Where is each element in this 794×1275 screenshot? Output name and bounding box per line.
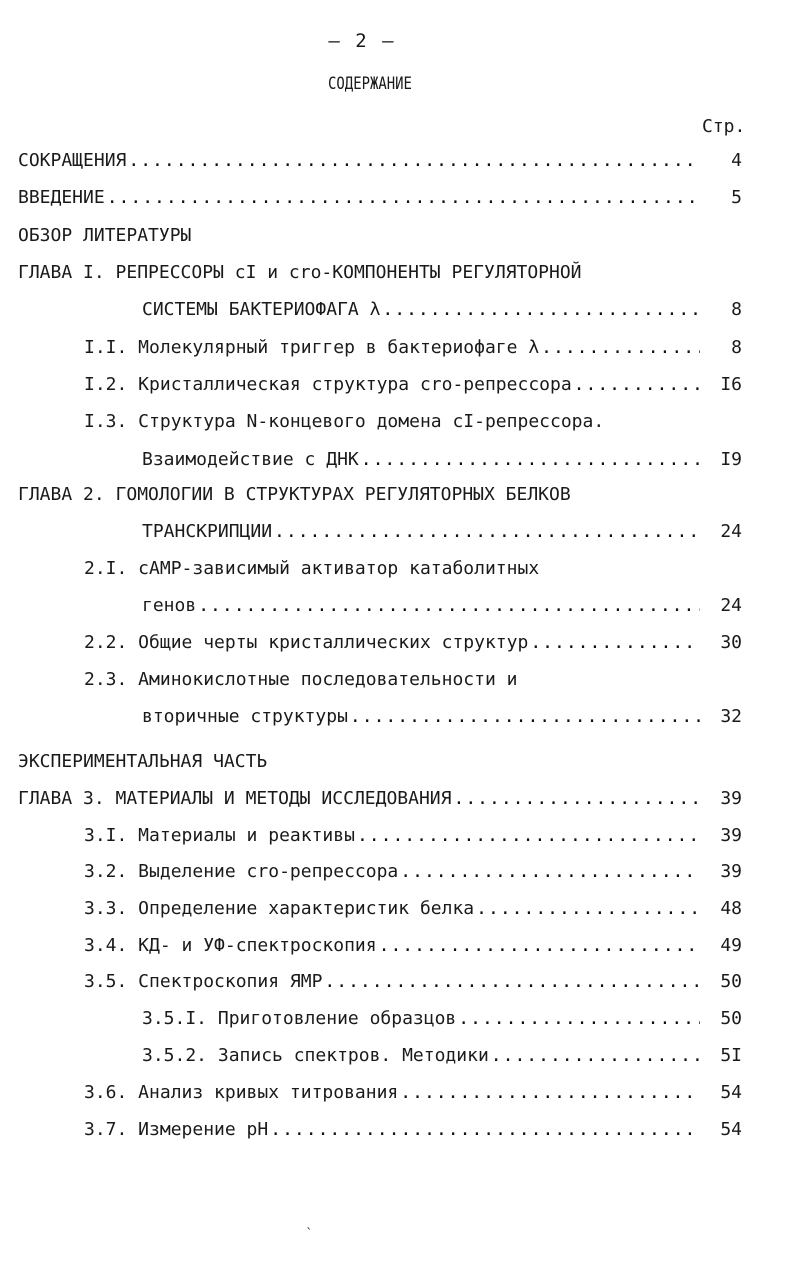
toc-entry xyxy=(18,1008,742,1032)
toc-entry-text: ГЛАВА 2. ГОМОЛОГИИ В СТРУКТУРАХ РЕГУЛЯТОРНЫХ БЕЛКОВ xyxy=(18,484,571,505)
toc-entry-page: 8 xyxy=(731,337,742,358)
dot-leader xyxy=(530,632,700,653)
dot-leader xyxy=(574,374,700,395)
dot-leader xyxy=(357,825,700,846)
toc-entry-text: ОБЗОР ЛИТЕРАТУРЫ xyxy=(18,225,192,246)
toc-entry xyxy=(18,150,742,174)
dot-leader xyxy=(270,1119,700,1140)
dot-leader xyxy=(107,187,700,208)
toc-entry xyxy=(18,1045,742,1069)
dot-leader xyxy=(491,1045,700,1066)
toc-entry xyxy=(18,521,742,545)
toc-entry-page: 5I xyxy=(720,1045,742,1066)
toc-entry-text: 3.5.I. Приготовление образцов xyxy=(142,1008,457,1029)
page-number: – 2 – xyxy=(328,30,396,52)
toc-entry-page: 39 xyxy=(720,788,742,809)
toc-section-heading xyxy=(18,751,742,775)
toc-entry-page: I6 xyxy=(720,374,742,395)
toc-entry-text: 3.5. Спектроскопия ЯМР xyxy=(84,971,323,992)
toc-entry xyxy=(18,861,742,885)
toc-entry-page: 32 xyxy=(720,706,742,727)
toc-entry-page: 30 xyxy=(720,632,742,653)
dot-leader xyxy=(458,1008,700,1029)
toc-entry xyxy=(18,558,742,582)
toc-section-heading xyxy=(18,225,742,249)
toc-entry-text: вторичные структуры xyxy=(142,706,348,727)
toc-entry-page: 50 xyxy=(720,971,742,992)
toc-entry-text: I.I. Молекулярный триггер в бактериофаге λ xyxy=(84,337,540,358)
dot-leader xyxy=(400,861,700,882)
toc-entry xyxy=(18,898,742,922)
toc-entry-text: 2.I. cAMP-зависимый активатор катаболитных xyxy=(84,558,540,579)
toc-entry xyxy=(18,825,742,849)
toc-entry-text: ГЛАВА I. РЕПРЕССОРЫ cI и cro-КОМПОНЕНТЫ РЕГУЛЯТОРНОЙ xyxy=(18,262,582,283)
toc-entry xyxy=(18,706,742,730)
dot-leader xyxy=(476,898,700,919)
toc-entry-text: 3.5.2. Запись спектров. Методики xyxy=(142,1045,489,1066)
toc-chapter-heading xyxy=(18,788,742,812)
toc-entry-page: I9 xyxy=(720,449,742,470)
dot-leader xyxy=(541,337,700,358)
dot-leader xyxy=(324,971,700,992)
toc-entry-page: 49 xyxy=(720,935,742,956)
toc-entry-page: 8 xyxy=(731,299,742,320)
toc-entry-page: 50 xyxy=(720,1008,742,1029)
dot-leader xyxy=(198,595,700,616)
toc-entry-text: 3.2. Выделение cro-репрессора xyxy=(84,861,399,882)
toc-entry-page: 4 xyxy=(731,150,742,171)
dot-leader xyxy=(379,935,700,956)
toc-entry-text: I.2. Кристаллическая структура cro-репрессора xyxy=(84,374,572,395)
toc-entry xyxy=(18,935,742,959)
toc-entry-page: 39 xyxy=(720,861,742,882)
toc-entry-text: 3.I. Материалы и реактивы xyxy=(84,825,355,846)
toc-chapter-heading xyxy=(18,262,742,286)
toc-entry-text: ГЛАВА 3. МАТЕРИАЛЫ И МЕТОДЫ ИССЛЕДОВАНИЯ xyxy=(18,788,452,809)
toc-entry-text: 2.3. Аминокислотные последовательности и xyxy=(84,669,518,690)
toc-entry-text: генов xyxy=(142,595,197,616)
toc-entry-page: 39 xyxy=(720,825,742,846)
toc-entry-text: 3.4. КД- и УФ-спектроскопия xyxy=(84,935,377,956)
dot-leader xyxy=(128,150,700,171)
toc-entry xyxy=(18,299,742,323)
dot-leader xyxy=(361,449,700,470)
toc-entry-text: СОКРАЩЕНИЯ xyxy=(18,150,127,171)
toc-entry-text: ЭКСПЕРИМЕНТАЛЬНАЯ ЧАСТЬ xyxy=(18,751,268,772)
toc-entry-text: 3.6. Анализ кривых титрования xyxy=(84,1082,399,1103)
toc-entry-page: 48 xyxy=(720,898,742,919)
toc-entry xyxy=(18,449,742,473)
toc-entry xyxy=(18,1119,742,1143)
toc-entry-page: 5 xyxy=(731,187,742,208)
dot-leader xyxy=(400,1082,700,1103)
toc-entry-text: 2.2. Общие черты кристаллических структур xyxy=(84,632,529,653)
toc-entry xyxy=(18,1082,742,1106)
toc-entry xyxy=(18,632,742,656)
dot-leader xyxy=(453,788,700,809)
toc-entry-page: 24 xyxy=(720,521,742,542)
toc-entry xyxy=(18,595,742,619)
toc-entry xyxy=(18,187,742,211)
toc-chapter-heading xyxy=(18,484,742,508)
toc-entry-text: ТРАНСКРИПЦИИ xyxy=(142,521,273,542)
dot-leader xyxy=(382,299,700,320)
toc-entry-text: СИСТЕМЫ БАКТЕРИОФАГА λ xyxy=(142,299,381,320)
toc-entry-text: 3.3. Определение характеристик белка xyxy=(84,898,475,919)
page-title: СОДЕРЖАНИЕ xyxy=(328,74,412,94)
toc-entry-text: ВВЕДЕНИЕ xyxy=(18,187,105,208)
toc-entry-page: 54 xyxy=(720,1119,742,1140)
dot-leader xyxy=(274,521,700,542)
dot-leader xyxy=(350,706,700,727)
toc-entry xyxy=(18,971,742,995)
scan-speck: ˎ xyxy=(305,1215,313,1229)
toc-entry-text: Взаимодействие с ДНК xyxy=(142,449,359,470)
toc-entry-page: 24 xyxy=(720,595,742,616)
toc-entry xyxy=(18,374,742,398)
toc-entry-text: I.3. Структура N-концевого домена cI-репрессора. xyxy=(84,411,605,432)
toc-entry xyxy=(18,337,742,361)
toc-entry xyxy=(18,669,742,693)
toc-entry xyxy=(18,411,742,435)
toc-entry-page: 54 xyxy=(720,1082,742,1103)
toc-entry-text: 3.7. Измерение pH xyxy=(84,1119,269,1140)
page-column-label: Стр. xyxy=(702,116,746,137)
